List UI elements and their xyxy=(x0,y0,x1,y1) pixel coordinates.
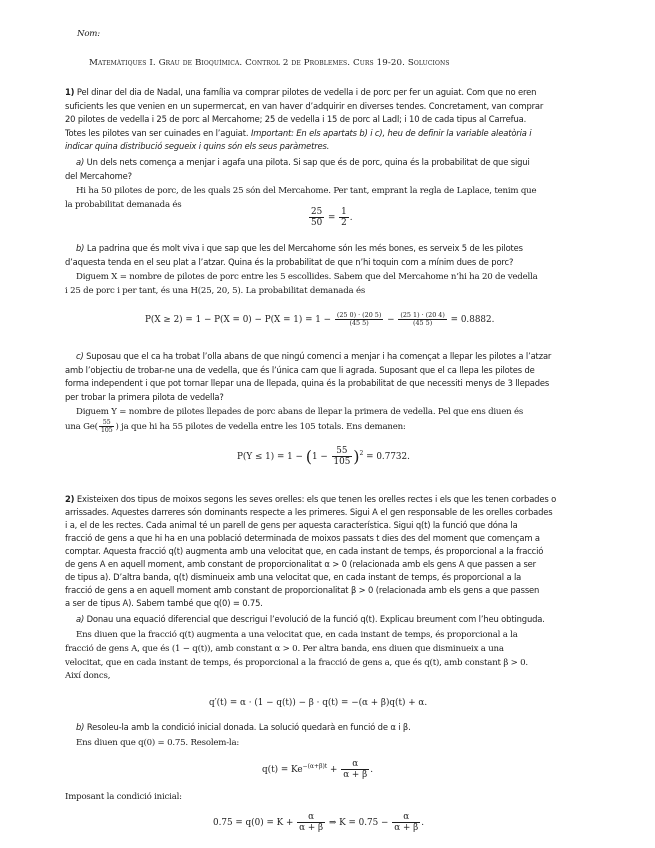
answer-b-line-1: Diguem X = nombre de pilotes de porc entre les 5 escollides. Sabem que del Mercahome n’hi ha 20 de vedella xyxy=(76,272,538,282)
fraction-1-2: $\frac{1}{2}$ xyxy=(341,207,347,228)
problem-1-line-4: Totes les pilotes van ser cuinades en l’aguiat. Important: En els apartats b) i c), heu de definir la variable aleatòria i xyxy=(65,128,532,138)
problem-2-line-1: 2) Existeixen dos tipus de moixos segons les seves orelles: els que tenen les orelles rectes i els que les tenen corbades o xyxy=(65,494,557,504)
problem-2-number: 2) xyxy=(65,494,75,504)
problem-2-line-4: fracció de gens a que hi ha en una població determinada de moixos passats t dies des del moment que començam a xyxy=(65,533,540,543)
question-b-line-2: d’aquesta tenda en el seu plat a l’atzar. Quina és la probabilitat de que n’hi toquin com a mínim dues de porc? xyxy=(65,257,514,267)
fraction-55-105: $\frac{55}{105}$ xyxy=(333,446,351,467)
answer-2b-line-2: Imposant la condició inicial: xyxy=(65,792,182,802)
question-c-line-1: c) Suposau que el ca ha trobat l’olla abans de que ningú comenci a menjar i ha començat a llepar les pilotes a l’atzar xyxy=(76,351,552,361)
differential-equation: q′(t) = α · (1 − q(t)) − β · q(t) = −(α + β)q(t) + α. xyxy=(209,698,428,708)
question-c-line-2: amb l’objectiu de trobar-ne una de vedella, que és l’única cam que li agrada. Suposant que el ca llepa les pilotes de xyxy=(65,365,535,375)
hypergeometric-term-1: $\frac{(25 1) \cdot (20 4)}{(45 5)}$ xyxy=(400,311,445,327)
document-title: Matemàtiques I. Grau de Bioquímica. Control 2 de Problemes. Curs 19-20. Solucions xyxy=(89,58,450,68)
problem-1-line-2: suficients les que venien en un supermercat, en van haver d’adquirir en diverses tendes. Concretament, van comprar xyxy=(65,101,544,111)
answer-2a-line-4: Així doncs, xyxy=(65,671,111,681)
problem-1-number: 1) xyxy=(65,87,75,97)
equation-c: P(Y ≤ 1) = 1 − (1 − $\frac{55}{105}$ )$^2$ = 0.7732. xyxy=(237,446,410,467)
answer-c-line-1: Diguem Y = nombre de pilotes llepades de porc abans de llepar la primera de vedella. Pel que ens diuen és xyxy=(76,407,524,417)
initial-condition-equation: 0.75 = q(0) = K + $\frac{\alpha}{\alpha + \beta}$ ⇒ K = 0.75 − $\frac{\alpha}{\alpha + \beta}$ . xyxy=(213,812,425,833)
question-2a-line-1: a) Donau una equació diferencial que descrigui l’evolució de la funció q(t). Explicau breument com l’heu obtinguda. xyxy=(76,614,545,624)
fraction-alpha-over-sum-3: $\frac{\alpha}{\alpha + \beta}$ xyxy=(394,812,419,833)
fraction-alpha-over-sum-2: $\frac{\alpha}{\alpha + \beta}$ xyxy=(299,812,324,833)
answer-2a-line-1: Ens diuen que la fracció q(t) augmenta a una velocitat que, en cada instant de temps, és proporcional a la xyxy=(76,630,518,640)
problem-2-line-3: i a, el de les rectes. Cada animal té un parell de gens per aquesta característica. Sigui q(t) la funció que dóna la xyxy=(65,520,518,530)
question-2b-line-1: b) Resoleu-la amb la condició inicial donada. La solució quedarà en funció de α i β. xyxy=(76,722,411,732)
answer-2a-line-3: velocitat, que en cada instant de temps, és proporcional a la fracció de gens a, que és q(t), amb constant β > 0. xyxy=(65,658,528,668)
problem-1-line-1: 1) Pel dinar del dia de Nadal, una família va comprar pilotes de vedella i de porc per fer un aguiat. Com que no eren xyxy=(65,87,537,97)
problem-1-line-5: indicar quina distribució segueix i quins són els seus paràmetres. xyxy=(65,141,330,151)
answer-2b-line-1: Ens diuen que q(0) = 0.75. Resolem-la: xyxy=(76,738,240,748)
answer-2a-line-2: fracció de gens A, que és (1 − q(t)), amb constant α > 0. Per altra banda, ens diuen que disminueix a una xyxy=(65,644,504,654)
answer-c-line-2: una Ge( $\frac{55}{105}$ ) ja que hi ha 55 pilotes de vedella entre les 105 totals. Ens demanen: xyxy=(65,418,406,434)
fraction-25-50: $\frac{25}{50}$ xyxy=(311,207,323,228)
problem-2-line-5: comptar. Aquesta fracció q(t) augmenta amb una velocitat que, en cada instant de temps, és proporcional a la fracció xyxy=(65,546,544,556)
problem-2-line-2: arrissades. Aquestes darreres són dominants respecte a les primeres. Sigui A el gen responsable de les orelles corbades xyxy=(65,507,553,517)
problem-2-line-8: fracció de gens a en aquell moment amb constant de proporcionalitat β > 0 (relacionada amb els gens a que passen xyxy=(65,585,540,595)
question-b-line-1: b) La padrina que és molt viva i que sap que les del Mercahome són les més bones, es serveix 5 de les pilotes xyxy=(76,243,523,253)
question-a-line-1: a) Un dels nets comença a menjar i agafa una pilota. Si sap que és de porc, quina és la probabilitat de que sigui xyxy=(76,157,530,167)
problem-2-line-6: de gens A en aquell moment, amb constant de proporcionalitat α > 0 (relacionada amb els gens A que passen a ser xyxy=(65,559,536,569)
hypergeometric-term-0: $\frac{(25 0) \cdot (20 5)}{(45 5)}$ xyxy=(336,311,382,327)
problem-2-line-9: a ser de tipus A). Sabem també que q(0) = 0.75. xyxy=(65,598,263,608)
question-c-line-4: per trobar la primera pilota de vedella? xyxy=(65,392,224,402)
fraction-alpha-over-sum: $\frac{\alpha}{\alpha + \beta}$ xyxy=(343,759,368,780)
answer-a-line-1: Hi ha 50 pilotes de porc, de les quals 25 són del Mercahome. Per tant, emprant la regla de Laplace, tenim que xyxy=(76,186,537,196)
equation-b: P(X ≥ 2) = 1 − P(X = 0) − P(X = 1) = 1 − $\frac{(25 0) \cdot (20 5)}{(45 5)}$ − $\frac{(25 1) \cdot (20 4)}{(45 5)}$ = 0.8882. xyxy=(145,311,495,327)
general-solution: $q(t) = Ke^{-(\alpha+\beta)t}$ + $\frac{\alpha}{\alpha + \beta}$ . xyxy=(262,759,373,780)
question-a-line-2: del Mercahome? xyxy=(65,171,132,181)
equation-a: $\frac{25}{50}$ = $\frac{1}{2}$ . xyxy=(311,207,353,228)
answer-a-line-2: la probabilitat demanada és xyxy=(65,200,182,210)
question-c-line-3: forma independent i que pot tornar llepar una de llepada, quina és la probabilitat de que necessiti menys de 3 llepades xyxy=(65,378,550,388)
answer-b-line-2: i 25 de porc i per tant, és una H(25, 20, 5). La probabilitat demanada és xyxy=(65,286,366,296)
problem-1-line-3: 20 pilotes de vedella i 25 de porc al Mercahome; 25 de vedella i 15 de porc al Ladl; i 10 de cada tipus al Carrefua. xyxy=(65,114,527,124)
geometric-parameter: $\frac{55}{105}$ xyxy=(100,418,113,434)
name-label: Nom: xyxy=(77,29,100,39)
problem-2-line-7: de tipus a). D’altra banda, q(t) disminueix amb una velocitat que, en cada instant de temps, és proporcional a la xyxy=(65,572,522,582)
